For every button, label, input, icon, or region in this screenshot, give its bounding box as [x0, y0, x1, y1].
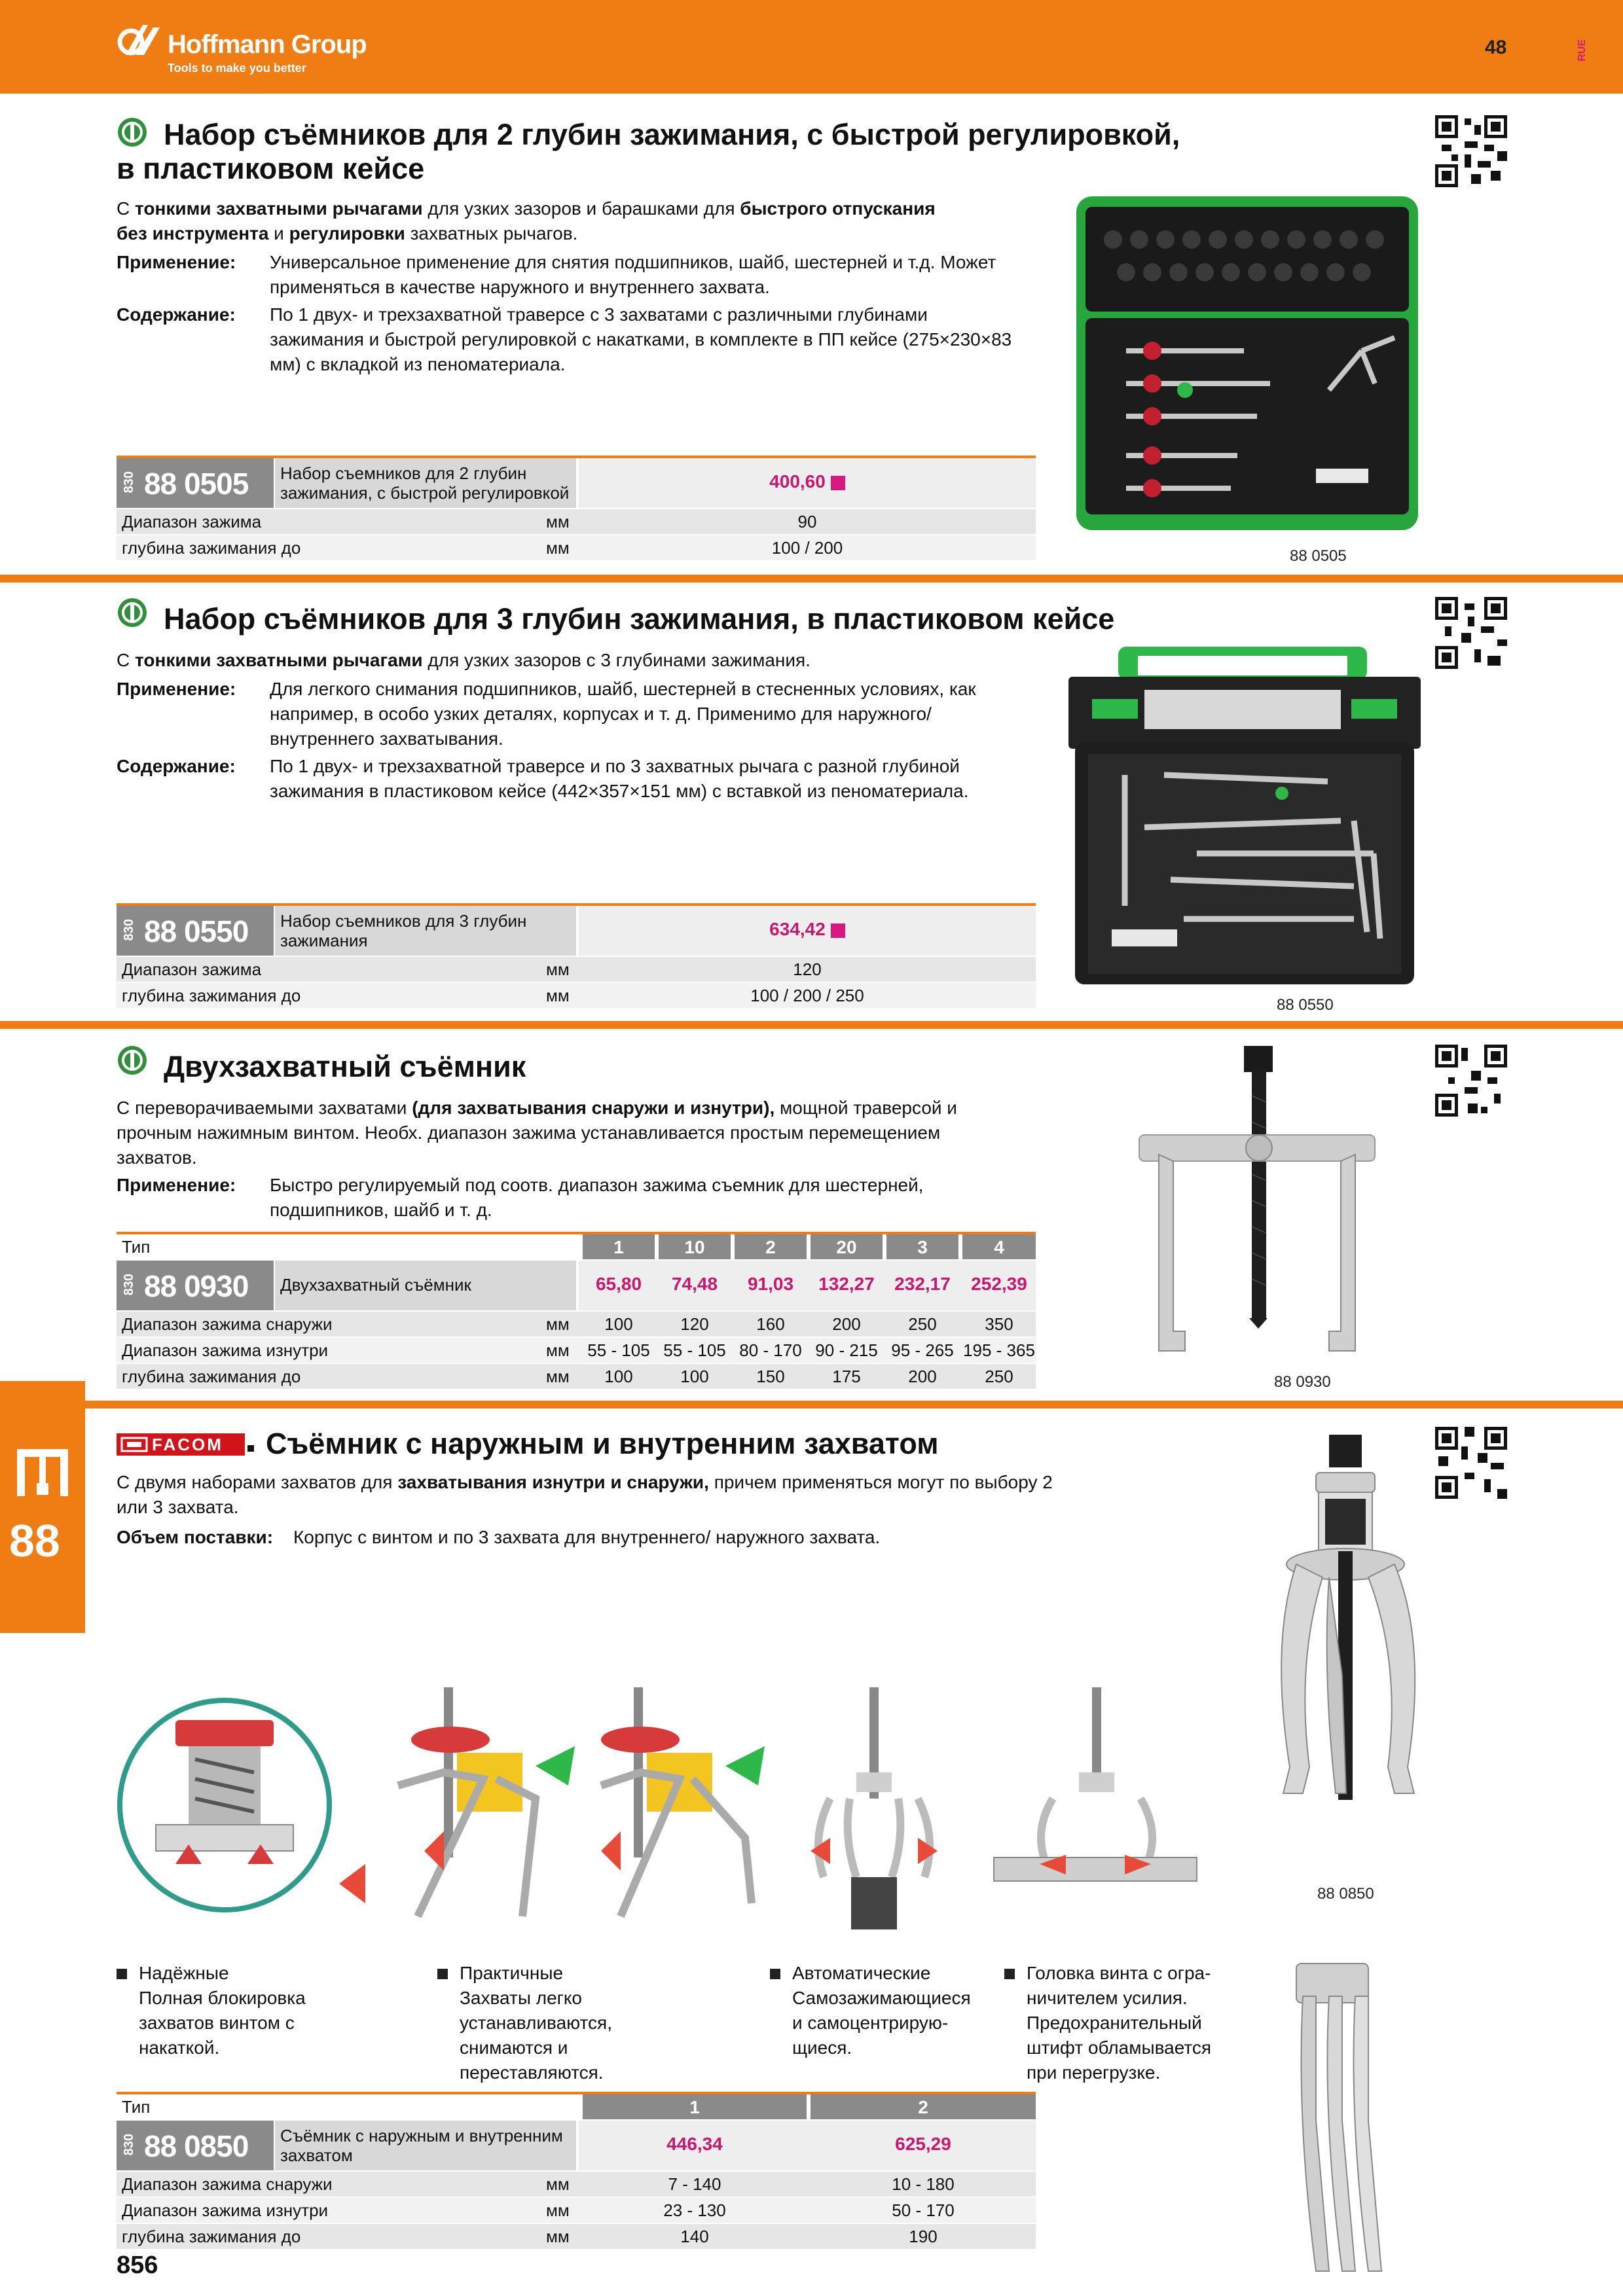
section-2-application-text: Для легкого снимания подшипников, шайб, шестерней в стесненных условиях, как например, в особо узких деталях, корпусах и т. д. Применимо для наружного/ внутреннего захватывания. [270, 679, 976, 749]
section-2-contents-text: По 1 двух- и трехзахватной траверсе и по 3 захватных рычага с разной глубиной зажимания в пластиковом кейсе (442×357×151 мм) с вставкой из пеноматериала. [270, 756, 969, 801]
qr-code-icon[interactable] [1435, 115, 1507, 187]
section-4-scope-text: Корпус с винтом и по 3 захвата для внутреннего/ наружного захвата. [293, 1527, 881, 1547]
product-line-icon [117, 1045, 148, 1076]
section-3-application-label: Применение: [117, 1175, 236, 1195]
price[interactable]: 65,80 [595, 1274, 642, 1294]
section-4-image-caption: 88 0850 [1317, 1885, 1374, 1903]
article-number-box[interactable]: 830 88 0505 [117, 458, 274, 508]
chapter-page-number: 48 [1485, 37, 1507, 58]
section-3-title: Двухзахватный съёмник [164, 1050, 526, 1083]
two-jaw-puller-image[interactable] [1133, 1043, 1381, 1371]
table-row: Диапазон зажима изнутри мм 55 - 105 55 - 105 80 - 170 90 - 215 95 - 265 195 - 365 [117, 1338, 1036, 1363]
facom-brand: FACOM [152, 1435, 223, 1454]
chapter-side-tab[interactable] [0, 1381, 85, 1633]
article-description: Набор съемников для 2 глубин зажимания, с быстрой регулировкой [275, 458, 576, 508]
table-row: Диапазон зажима снаружи мм 7 - 140 10 - 180 [117, 2172, 1036, 2197]
section-1-title: Набор съёмников для 2 глубин зажимания, с быстрой регулировкой, в пластиковом кейсе [117, 118, 1180, 185]
article-number-box[interactable]: 830 88 0550 [117, 906, 274, 956]
force-limiter-illustration [994, 1687, 1197, 1881]
brand-name: Hoffmann Group [168, 30, 367, 59]
puller-chapter-icon [14, 1446, 71, 1499]
page-header [0, 0, 1623, 94]
article-number: 88 0505 [144, 467, 249, 501]
puller-set-case-image[interactable] [1074, 194, 1421, 534]
three-jaw-puller-image[interactable] [1257, 1427, 1460, 1885]
article-description: Набор съемников для 3 глубин зажимания [275, 906, 576, 956]
section-1-description: С тонкими захватными рычагами для узких зазоров и барашками для быстрого отпускания без инструмента и регулировки захватных рычагов. [117, 198, 936, 243]
article-description: Съёмник с наружным и внутренним захватом [275, 2121, 576, 2170]
product-line-icon [117, 597, 148, 628]
table-row: глубина зажимания до мм 140 190 [117, 2224, 1036, 2249]
article-number: 88 0930 [144, 1269, 249, 1303]
table-row: Диапазон зажима снаружи мм 100 120 160 200 250 350 [117, 1312, 1036, 1336]
section-2-application-label: Применение: [117, 679, 236, 699]
section-divider [0, 1401, 1623, 1408]
price[interactable]: 400,60 [579, 471, 1036, 492]
section-2-image-caption: 88 0550 [1277, 996, 1334, 1014]
section-2-title: Набор съёмников для 3 глубин зажимания, в пластиковом кейсе [164, 602, 1115, 636]
section-2-contents-label: Содержание: [117, 756, 236, 776]
type-header-row: Тип 1 2 [117, 2094, 1036, 2119]
facom-dot [247, 1445, 254, 1452]
brand-tagline: Tools to make you better [168, 62, 306, 75]
section-1-image-caption: 88 0505 [1290, 547, 1347, 565]
table-row: Диапазон зажима мм 120 [117, 957, 1036, 982]
table-row: глубина зажимания до мм 100 100 150 175 200 250 [117, 1364, 1036, 1389]
price[interactable]: 446,34 [666, 2134, 723, 2154]
lock-detail-illustration [120, 1700, 329, 1910]
feature-illustrations [117, 1668, 1216, 1943]
section-1-contents-label: Содержание: [117, 304, 236, 325]
jaw-adjust-illustration-1 [398, 1687, 575, 1916]
article-description: Двухзахватный съёмник [275, 1261, 576, 1310]
section-divider [0, 1021, 1623, 1029]
section-1-contents-text: По 1 двух- и трехзахватной траверсе с 3 захватами с различными глубинами зажимания и быстрой регулировкой с накатками, в комплекте в ПП кейсе (275×230×83 мм) с вкладкой из пеноматериала. [270, 304, 1012, 374]
article-number: 88 0550 [144, 914, 249, 948]
price[interactable]: 625,29 [895, 2134, 951, 2154]
qr-code-icon[interactable] [1435, 1045, 1507, 1117]
section-3-application-text: Быстро регулируемый под соотв. диапазон зажима съемник для шестерней, подшипников, шайб и т. д. [270, 1175, 924, 1220]
jaw-adjust-illustration-2 [601, 1687, 765, 1916]
price[interactable]: 74,48 [671, 1274, 718, 1294]
article-number-box[interactable]: 830 88 0850 [117, 2121, 274, 2170]
spare-jaws-image[interactable] [1283, 1957, 1388, 2284]
table-row: глубина зажимания до мм 100 / 200 / 250 [117, 983, 1036, 1008]
table-row: Диапазон зажима изнутри мм 23 - 130 50 - 170 [117, 2198, 1036, 2223]
section-1-application-text: Универсальное применение для снятия подшипников, шайб, шестерней и т.д. Может применяться в качестве наружного и внутреннего захвата. [270, 252, 996, 297]
puller-set-case-image[interactable] [1066, 644, 1423, 991]
section-1-application-label: Применение: [117, 252, 236, 272]
price[interactable]: 634,42 [579, 919, 1036, 940]
qr-code-icon[interactable] [1435, 597, 1507, 669]
section-4-scope-label: Объем поставки: [117, 1527, 274, 1547]
section-3-description: С переворачиваемыми захватами (для захватывания снаружи и изнутри), мощной траверсой и прочным нажимным винтом. Необх. диапазон зажима устанавливается простым перемещением захватов. [117, 1098, 957, 1168]
section-2-description: С тонкими захватными рычагами для узких зазоров с 3 глубинами зажимания. [117, 650, 811, 670]
type-header-row: Тип 1 10 2 20 3 4 [117, 1234, 1036, 1259]
article-number-box[interactable]: 830 88 0930 [117, 1261, 274, 1310]
section-divider [0, 575, 1623, 583]
price[interactable]: 132,27 [818, 1274, 875, 1294]
facom-logo[interactable] [117, 1433, 245, 1456]
section-4-title: Съёмник с наружным и внутренним захватом [266, 1427, 939, 1460]
article-number: 88 0850 [144, 2129, 249, 2163]
hoffmann-logo-icon [117, 21, 165, 58]
facom-mark-icon [120, 1437, 148, 1452]
price[interactable]: 252,39 [971, 1274, 1027, 1294]
price[interactable]: 91,03 [747, 1274, 794, 1294]
table-row: Диапазон зажима мм 90 [117, 509, 1036, 534]
price[interactable]: 232,17 [894, 1274, 951, 1294]
product-line-icon [117, 117, 148, 148]
self-centering-illustration [811, 1687, 938, 1929]
language-code: RUE [1577, 39, 1588, 62]
section-3-image-caption: 88 0930 [1274, 1373, 1331, 1391]
table-row: глубина зажимания до мм 100 / 200 [117, 535, 1036, 560]
section-4-description: С двумя наборами захватов для захватывания изнутри и снаружи, причем применяться могут по выбору 2 или 3 захвата. [117, 1472, 1053, 1517]
page-number: 856 [117, 2251, 158, 2279]
chapter-number: 88 [9, 1515, 60, 1566]
